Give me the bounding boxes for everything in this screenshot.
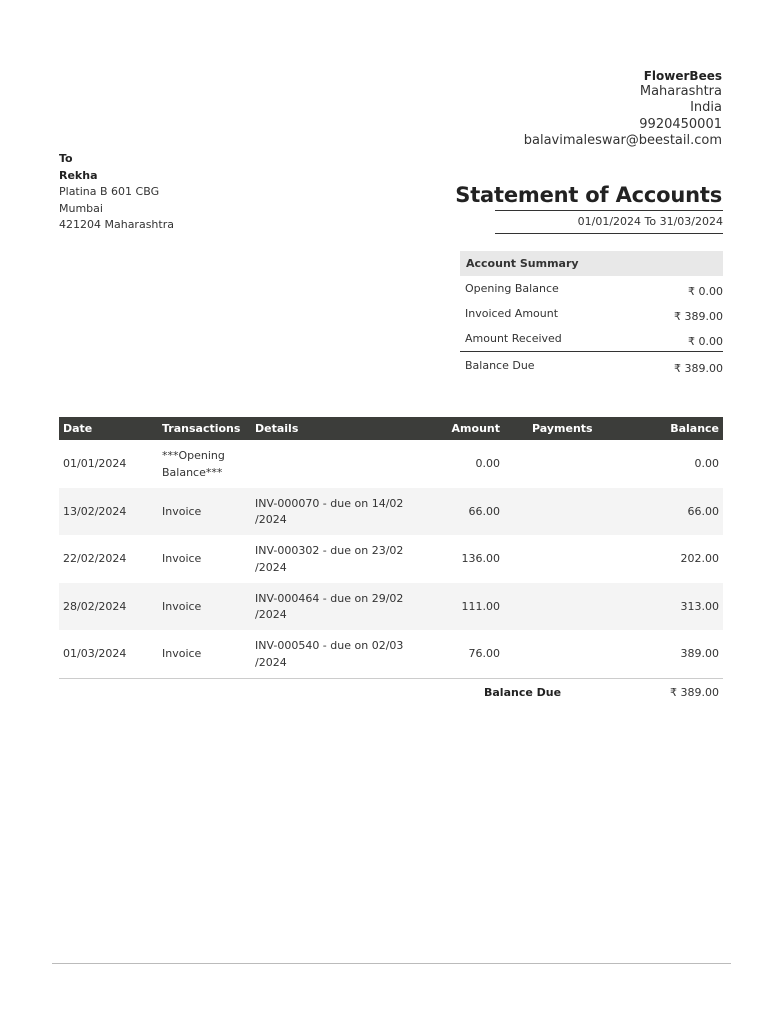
col-date: Date	[63, 422, 93, 435]
cell-date: 22/02/2024	[63, 552, 127, 565]
cell-transaction: ***Opening Balance***	[162, 449, 225, 479]
account-summary-heading: Account Summary	[460, 251, 723, 276]
cell-balance: 0.00	[694, 457, 719, 470]
statement-title: Statement of Accounts	[455, 183, 722, 207]
cell-date: 13/02/2024	[63, 504, 127, 518]
summary-value: ₹ 389.00	[674, 362, 723, 375]
col-payments: Payments	[532, 422, 593, 435]
col-details: Details	[255, 422, 299, 435]
cell-amount: 76.00	[468, 647, 500, 660]
cell-details: INV-000070 - due on 14/02 /2024	[255, 496, 404, 526]
table-row	[59, 440, 723, 488]
page-footer-divider	[52, 963, 731, 964]
cell-balance: 389.00	[680, 647, 719, 660]
footer-balance-due-label: Balance Due	[484, 685, 562, 699]
table-header	[59, 417, 723, 440]
recipient-address-line1: Platina B 601 CBG	[59, 185, 160, 198]
table-footer	[59, 678, 723, 707]
recipient-block	[59, 151, 174, 234]
transactions-table	[59, 417, 723, 707]
to-label: To	[59, 152, 73, 165]
table-row	[59, 630, 723, 678]
cell-transaction: Invoice	[162, 599, 202, 613]
cell-amount: 111.00	[461, 599, 500, 613]
cell-details: INV-000464 - due on 29/02 /2024	[255, 591, 404, 621]
summary-row-received	[460, 326, 723, 351]
cell-amount: 136.00	[461, 552, 500, 565]
col-transactions: Transactions	[162, 422, 241, 435]
table-row	[59, 488, 723, 536]
cell-amount: 66.00	[468, 504, 500, 518]
org-country: India	[690, 100, 722, 116]
org-state: Maharashtra	[639, 84, 722, 100]
cell-transaction: Invoice	[162, 552, 202, 565]
cell-balance: 202.00	[680, 552, 719, 565]
cell-transaction: Invoice	[162, 647, 202, 660]
cell-balance: 66.00	[687, 504, 719, 518]
cell-details: INV-000540 - due on 02/03 /2024	[255, 639, 404, 669]
col-amount: Amount	[451, 422, 500, 435]
summary-value: ₹ 0.00	[688, 285, 723, 298]
summary-value: ₹ 389.00	[674, 310, 723, 323]
col-balance: Balance	[670, 422, 719, 435]
table-row	[59, 583, 723, 631]
org-name: FlowerBees	[643, 69, 722, 83]
summary-row-opening	[460, 276, 723, 301]
cell-date: 01/03/2024	[63, 647, 127, 660]
cell-details: INV-000302 - due on 23/02 /2024	[255, 544, 404, 574]
recipient-city: Mumbai	[59, 201, 103, 215]
org-email: balavimaleswar@beestail.com	[523, 132, 722, 148]
summary-row-balance-due	[460, 351, 723, 380]
organization-block	[524, 68, 722, 149]
cell-date: 28/02/2024	[63, 599, 127, 613]
cell-transaction: Invoice	[162, 504, 202, 518]
summary-value: ₹ 0.00	[688, 335, 723, 348]
summary-label: Opening Balance	[465, 282, 559, 295]
table-row	[59, 535, 723, 583]
statement-period: 01/01/2024 To 31/03/2024	[495, 210, 723, 234]
summary-label: Balance Due	[465, 359, 535, 372]
footer-balance-due-value: ₹ 389.00	[670, 685, 719, 699]
cell-date: 01/01/2024	[63, 457, 127, 470]
summary-row-invoiced	[460, 301, 723, 326]
recipient-name: Rekha	[59, 168, 98, 182]
org-phone: 9920450001	[639, 116, 722, 132]
account-summary	[460, 251, 723, 380]
recipient-postal-state: 421204 Maharashtra	[59, 218, 174, 231]
summary-label: Amount Received	[465, 332, 562, 345]
summary-label: Invoiced Amount	[465, 307, 559, 320]
cell-amount: 0.00	[475, 457, 500, 470]
cell-balance: 313.00	[680, 599, 719, 613]
